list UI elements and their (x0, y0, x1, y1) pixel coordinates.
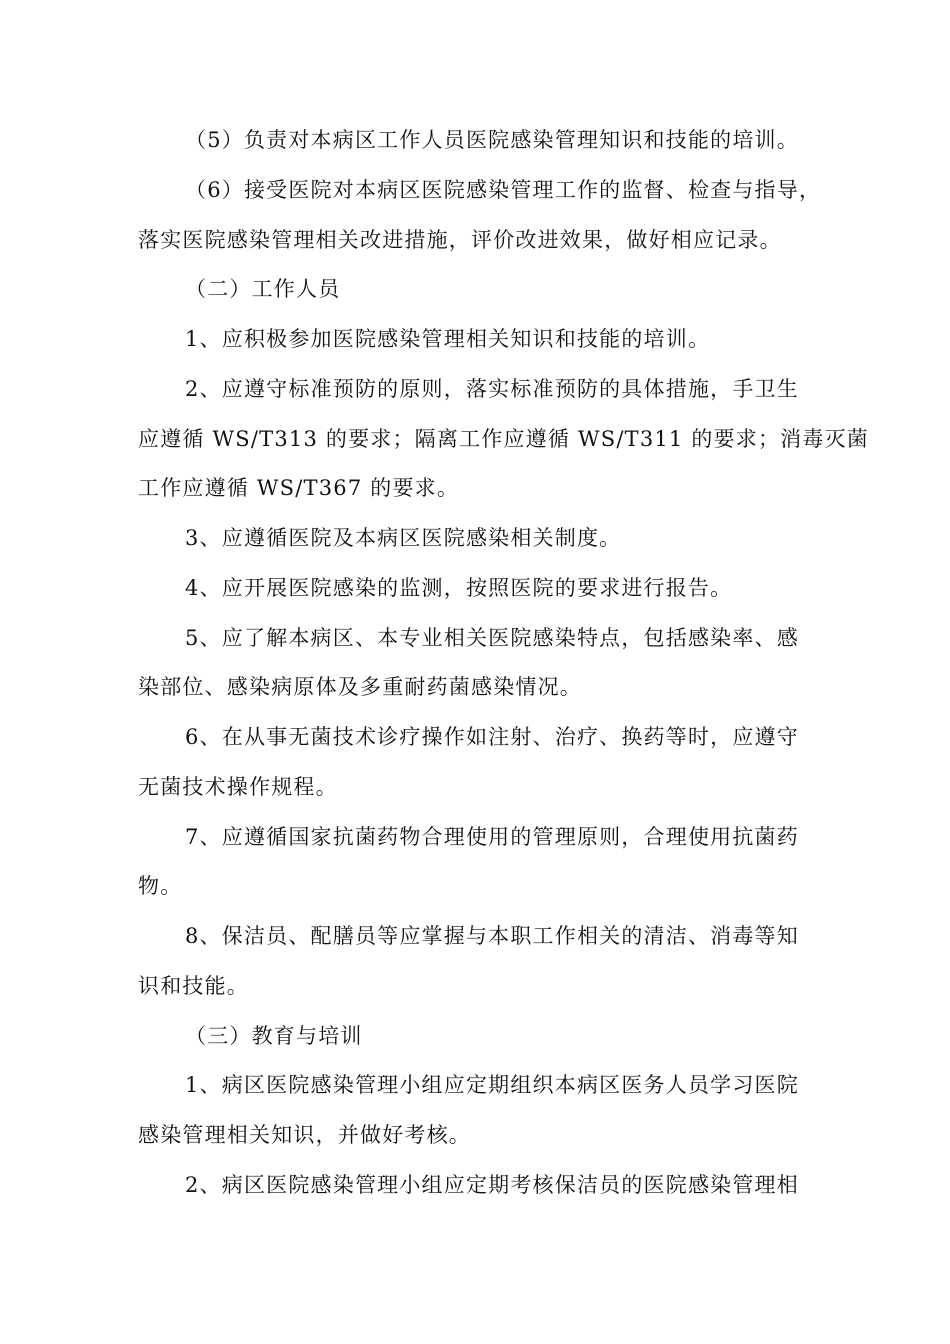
section-heading: （二）工作人员 (185, 277, 341, 301)
paragraph-line: 物。 (138, 874, 183, 898)
paragraph-line: 1、病区医院感染管理小组应定期组织本病区医务人员学习医院 (185, 1073, 799, 1097)
paragraph-line: 3、应遵循医院及本病区医院感染相关制度。 (185, 526, 622, 550)
paragraph-line: 落实医院感染管理相关改进措施，评价改进效果，做好相应记录。 (138, 228, 782, 252)
paragraph-line: 2、应遵守标准预防的原则，落实标准预防的具体措施，手卫生 (185, 377, 799, 401)
paragraph-line: 感染管理相关知识，并做好考核。 (138, 1123, 471, 1147)
paragraph-line: 4、应开展医院感染的监测，按照医院的要求进行报告。 (185, 576, 733, 600)
paragraph-line: 7、应遵循国家抗菌药物合理使用的管理原则，合理使用抗菌药 (185, 825, 799, 849)
paragraph-line: 工作应遵循 WS/T367 的要求。 (138, 476, 460, 500)
paragraph-line: 8、保洁员、配膳员等应掌握与本职工作相关的清洁、消毒等知 (185, 924, 799, 948)
paragraph-line: 识和技能。 (138, 974, 249, 998)
paragraph-line: （5）负责对本病区工作人员医院感染管理知识和技能的培训。 (185, 128, 799, 152)
paragraph-line: 1、应积极参加医院感染管理相关知识和技能的培训。 (185, 327, 711, 351)
paragraph-line: 应遵循 WS/T313 的要求；隔离工作应遵循 WS/T311 的要求；消毒灭菌 (138, 427, 869, 451)
section-heading: （三）教育与培训 (185, 1024, 363, 1048)
paragraph-line: 无菌技术操作规程。 (138, 775, 338, 799)
paragraph-line: （6）接受医院对本病区医院感染管理工作的监督、检查与指导， (185, 178, 822, 202)
paragraph-line: 5、应了解本病区、本专业相关医院感染特点，包括感染率、感 (185, 626, 799, 650)
paragraph-line: 2、病区医院感染管理小组应定期考核保洁员的医院感染管理相 (185, 1173, 799, 1197)
paragraph-line: 6、在从事无菌技术诊疗操作如注射、治疗、换药等时，应遵守 (185, 725, 799, 749)
paragraph-line: 染部位、感染病原体及多重耐药菌感染情况。 (138, 675, 582, 699)
